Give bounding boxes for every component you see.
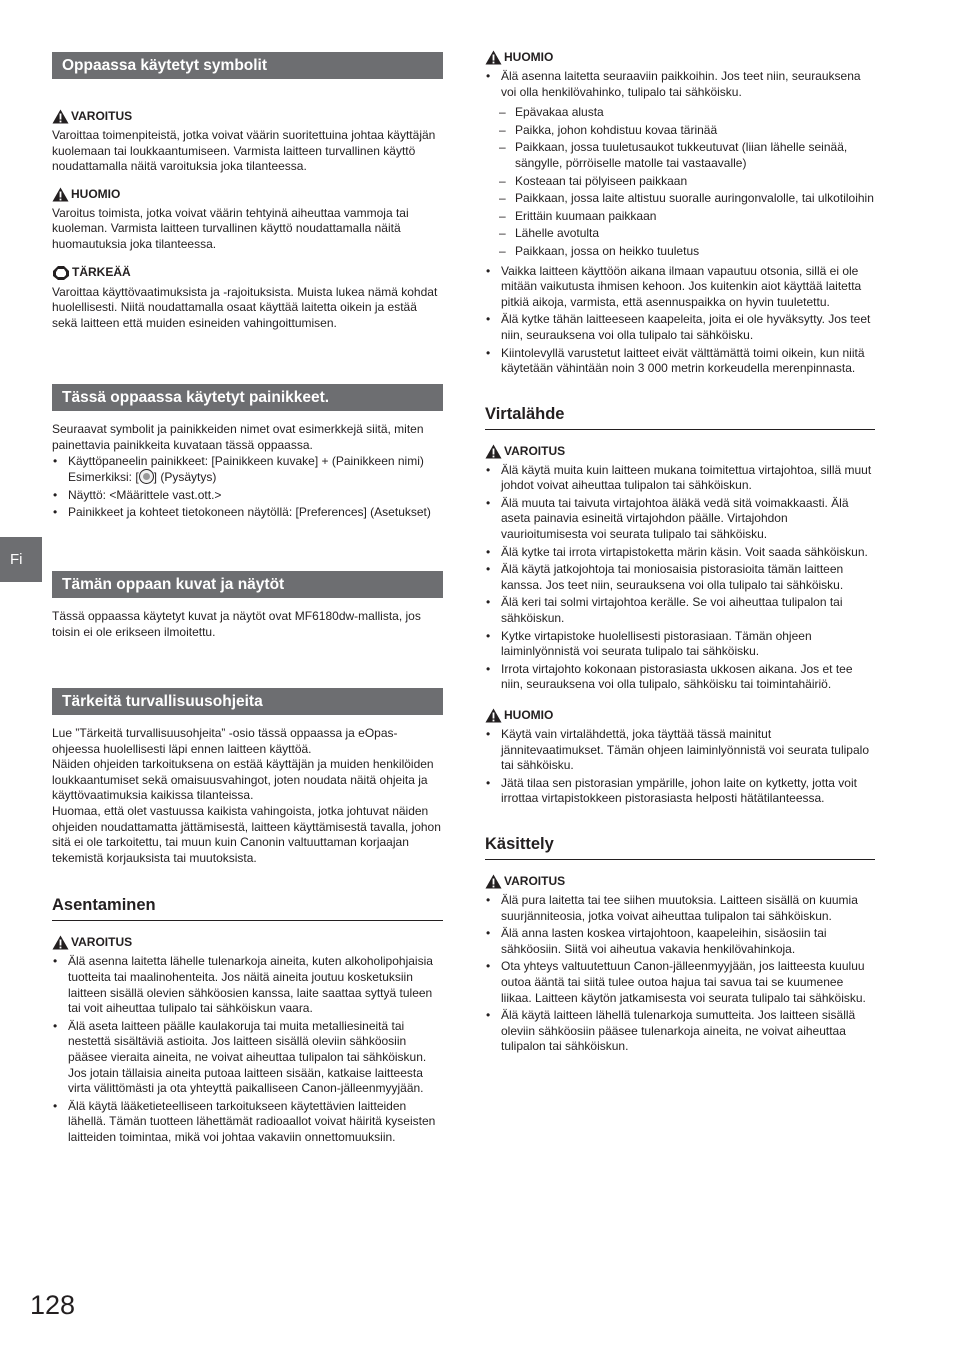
list-item: • Älä käytä jatkojohtoja tai moniosaisia pistorasioita tämän laitteen kanssa. Jos teet niin, seurauksena voi olla tulipalo tai sähköisku. [485, 562, 875, 593]
list-item: • Älä aseta laitteen päälle kaulakoruja tai muita metalliesineitä tai nestettä sisältäviä astioita. Jos laitteen sisällä oleviin sähköosiin pääsee vieraita aineita, ne voivat aiheuttaa tulipalon tai sähköiskun. Jos jotain tällaisia aineita putoaa laitteen sisään, katkaise laitteesta virta välittömästi ja ota yhteyttä paikalliseen Canon-jälleenmyyjään. [52, 1019, 443, 1097]
stop-button-icon [139, 469, 154, 484]
page-number: 128 [30, 1290, 76, 1320]
buttons-intro: Seuraavat symbolit ja painikkeiden nimet ovat esimerkkejä siitä, miten painettavia painikkeita kuvataan tässä oppaassa. [52, 422, 424, 452]
list-item: – Erittäin kuumaan paikkaan [485, 209, 875, 225]
list-item: • Kiintolevyllä varustetut laitteet eivät välttämättä toimi oikein, kun niitä käytetään vähintään noin 3 000 metrin korkeudella merenpinnasta. [485, 346, 875, 377]
warning-triangle-icon [485, 444, 502, 459]
list-item: • Näyttö: <Määrittele vast.ott.> [52, 488, 443, 504]
warning-triangle-icon [485, 708, 502, 723]
important-icon [52, 265, 70, 281]
location-list [485, 105, 875, 259]
list-item: • Älä käytä lääketieteelliseen tarkoitukseen käytettävien laitteiden lähellä. Tämän tuotteen lähettämät radioaallot voivat häiritä kyseisten laitteiden toimintaa, mikä voi johtaa vakaviin onnettomuuksiin. [52, 1099, 443, 1146]
power-warning-list [485, 463, 875, 693]
list-item: • Älä pura laitetta tai tee siihen muutoksia. Laitteen sisällä on kuumia suurjänniteosia, jotka voivat aiheuttaa tulipalon tai sähköiskun. [485, 893, 875, 924]
left-column [52, 52, 443, 1148]
list-item: • Kytke virtapistoke huolellisesti pistorasiaan. Tämän ohjeen laiminlyönnistä voi seurata tulipalo tai sähköisku. [485, 629, 875, 660]
section-title-buttons: Tässä oppaassa käytetyt painikkeet. [52, 384, 443, 411]
section-title-images: Tämän oppaan kuvat ja näytöt [52, 571, 443, 598]
caution-label: HUOMIO [485, 50, 875, 65]
important-label: TÄRKEÄÄ [52, 265, 443, 281]
warning-label: VAROITUS [52, 935, 443, 950]
list-item: • Älä muuta tai taivuta virtajohtoa äläkä vedä sitä voimakkaasti. Älä aseta painavia esineitä virtajohdon päälle. Virtajohdon vaurioitumisesta voi seurata tulipalo tai sähköisku. [485, 496, 875, 543]
list-item: – Lähelle avotulta [485, 226, 875, 242]
button-example: Esimerkiksi: [ ] (Pysäytys) [68, 470, 217, 485]
install-caution-list [485, 69, 875, 377]
install-warning-list [52, 954, 443, 1145]
warning-triangle-icon [52, 187, 69, 202]
caution-label: HUOMIO [52, 187, 443, 202]
list-item: • Älä asenna laitetta lähelle tulenarkoja aineita, kuten alkoholipohjaisia tuotteita tai maalinohenteita. Jos näitä aineita joutuu kosketuksiin laitteen sisällä olevien sähköosien kanssa, laite saattaa syttyä tuleen tai voit aiheuttaa tulipalo tai sähköiskun vaara. [52, 954, 443, 1016]
list-item: – Paikkaan, jossa on heikko tuuletus [485, 244, 875, 260]
list-item: • Älä asenna laitetta seuraaviin paikkoihin. Jos teet niin, seurauksena voi olla henkilövahinko, tulipalo tai sähköisku. – Epävakaa alusta – Paikka, johon kohdistuu kovaa tärinää – Paikkaan, jossa tuuletusaukot tukkeutuvat (liian lähelle seinää, sängylle, pörröiselle matolle tai vastaavalle) – Kosteaan tai pölyiseen paikkaan – Paikkaan, jossa laite altistuu suoralle auringonvalolle, tai ulkotiloihin – Erittäin kuumaan paikkaan – Lähelle avotulta – Paikkaan, jossa on heikko tuuletus [485, 69, 875, 260]
warning-triangle-icon [52, 109, 69, 124]
list-item: • Käytä vain virtalähdettä, joka täyttää tässä mainitut jännitevaatimukset. Tämän ohjeen laiminlyönnistä voi seurata tulipalo tai sähköisku. [485, 727, 875, 774]
list-item: – Paikkaan, jossa tuuletusaukot tukkeutuvat (liian lähelle seinää, sängylle, pörröiselle matolle tai vastaavalle) [485, 140, 875, 171]
important-description: Varoittaa käyttövaatimuksista ja -rajoituksista. Muista lukea nämä kohdat huolellisesti. Niitä noudattamalla osaat käyttää laitetta oikein ja estää sekä laitteen että muiden esineiden vahingoittumisen. [52, 284, 438, 330]
warning-label: VAROITUS [485, 444, 875, 459]
right-column [485, 50, 875, 1057]
caution-description: Varoitus toimista, jotka voivat väärin tehtyinä aiheuttaa vammoja tai kuoleman. Varmista laitteen turvallinen käyttö noudattamalla näitä huomautuksia joka tilanteessa. [52, 205, 409, 251]
warning-triangle-icon [485, 50, 502, 65]
warning-triangle-icon [485, 874, 502, 889]
list-item: • Älä anna lasten koskea virtajohtoon, kaapeleihin, sisäosiin tai sähköosiin. Siitä voi aiheutua vakavia henkilövahinkoja. [485, 926, 875, 957]
list-item: • Älä käytä laitteen lähellä tulenarkoja sumutteita. Jos laitteen sisällä oleviin sähköosiin pääsee tulenarkoja aineita, ne voivat aiheuttaa tulipalon tai sähköiskun. [485, 1008, 875, 1055]
list-item: – Epävakaa alusta [485, 105, 875, 121]
list-item: – Kosteaan tai pölyiseen paikkaan [485, 174, 875, 190]
buttons-list [52, 454, 443, 521]
safety-paragraph: Näiden ohjeiden tarkoituksena on estää käyttäjän ja muiden henkilöiden loukkaantumiset sekä omaisuusvahingot, joten noudata näitä ohjeita ja käyttövaatimuksia kaikissa tilanteissa. [52, 757, 434, 803]
safety-paragraph: Huomaa, että olet vastuussa kaikista vahingoista, jotka johtuvat näiden ohjeiden noudattamatta jättämisestä, laitteen käyttämisestä tavalla, johon sitä ei ole tarkoitettu, tai muun kuin Canonin valtuuttaman korjaajan tekemistä korjauksista tai muutoksista. [52, 804, 441, 865]
list-item: – Paikka, johon kohdistuu kovaa tärinää [485, 123, 875, 139]
warning-description: Varoittaa toimenpiteistä, jotka voivat väärin suoritettuina johtaa käyttäjän kuolemaan tai loukkaantumiseen. Varmista laitteen turvallinen käyttö noudattamalla näitä varoituksia joka tilanteessa. [52, 128, 436, 174]
images-text: Tässä oppaassa käytetyt kuvat ja näytöt ovat MF6180dw-mallista, jos toisin ei ole erikseen ilmoitettu. [52, 608, 421, 639]
list-item: • Ota yhteys valtuutettuun Canon-jälleenmyyjään, jos laitteesta kuuluu outoa ääntä tai siitä tulee outoa hajua tai savua tai se kuumenee liikaa. Laitteen käytön jatkamisesta voi seurata tulipalo tai sähköisku. [485, 959, 875, 1006]
warning-triangle-icon [52, 935, 69, 950]
list-item: • Älä kytke tai irrota virtapistoketta märin käsin. Voit saada sähköiskun. [485, 545, 875, 561]
safety-paragraph: Lue ”Tärkeitä turvallisuusohjeita” -osio tässä oppaassa ja eOpas-ohjeessa huolellisesti läpi ennen laitteen käyttöä. [52, 726, 398, 756]
section-title-symbols: Oppaassa käytetyt symbolit [52, 52, 443, 79]
list-item: • Älä käytä muita kuin laitteen mukana toimitettua virtajohtoa, sillä muut johdot voivat aiheuttaa tulipalon tai sähköiskun. [485, 463, 875, 494]
list-item: • Irrota virtajohto kokonaan pistorasiasta ukkosen aikana. Jos et tee niin, seurauksena voi olla tulipalo, sähköisku tai toimintahäiriö. [485, 662, 875, 693]
handling-warning-list [485, 893, 875, 1055]
section-heading-install: Asentaminen [52, 896, 443, 921]
list-item: • Käyttöpaneelin painikkeet: [Painikkeen kuvake] + (Painikkeen nimi) Esimerkiksi: [ ] (Pysäytys) [52, 454, 443, 486]
section-title-safety: Tärkeitä turvallisuusohjeita [52, 688, 443, 715]
section-heading-handling: Käsittely [485, 835, 875, 860]
list-item: • Painikkeet ja kohteet tietokoneen näytöllä: [Preferences] (Asetukset) [52, 505, 443, 521]
list-item: • Vaikka laitteen käyttöön aikana ilmaan vapautuu otsonia, sillä ei ole mitään vaikutusta ihmisen kehoon. Jos kuitenkin aiot käyttää laitetta pitkiä aikoja, varmista, että asennuspaikka on hyvin tuuletettu. [485, 264, 875, 311]
list-item: • Älä keri tai solmi virtajohtoa kerälle. Se voi aiheuttaa tulipalon tai sähköiskun. [485, 595, 875, 626]
list-item: • Jätä tilaa sen pistorasian ympärille, johon laite on kytketty, jotta voit irrottaa virtapistokkeen pistorasiasta helposti hätätilanteessa. [485, 776, 875, 807]
language-tab: Fi [0, 537, 42, 582]
section-heading-power: Virtalähde [485, 405, 875, 430]
list-item: • Älä kytke tähän laitteeseen kaapeleita, joita ei ole hyväksytty. Jos teet niin, seurauksena voi olla tulipalo tai sähköisku. [485, 312, 875, 343]
caution-label: HUOMIO [485, 708, 875, 723]
power-caution-list [485, 727, 875, 807]
warning-label: VAROITUS [485, 874, 875, 889]
list-item: – Paikkaan, jossa laite altistuu suoralle auringonvalolle, tai ulkotiloihin [485, 191, 875, 207]
warning-label: VAROITUS [52, 109, 443, 124]
